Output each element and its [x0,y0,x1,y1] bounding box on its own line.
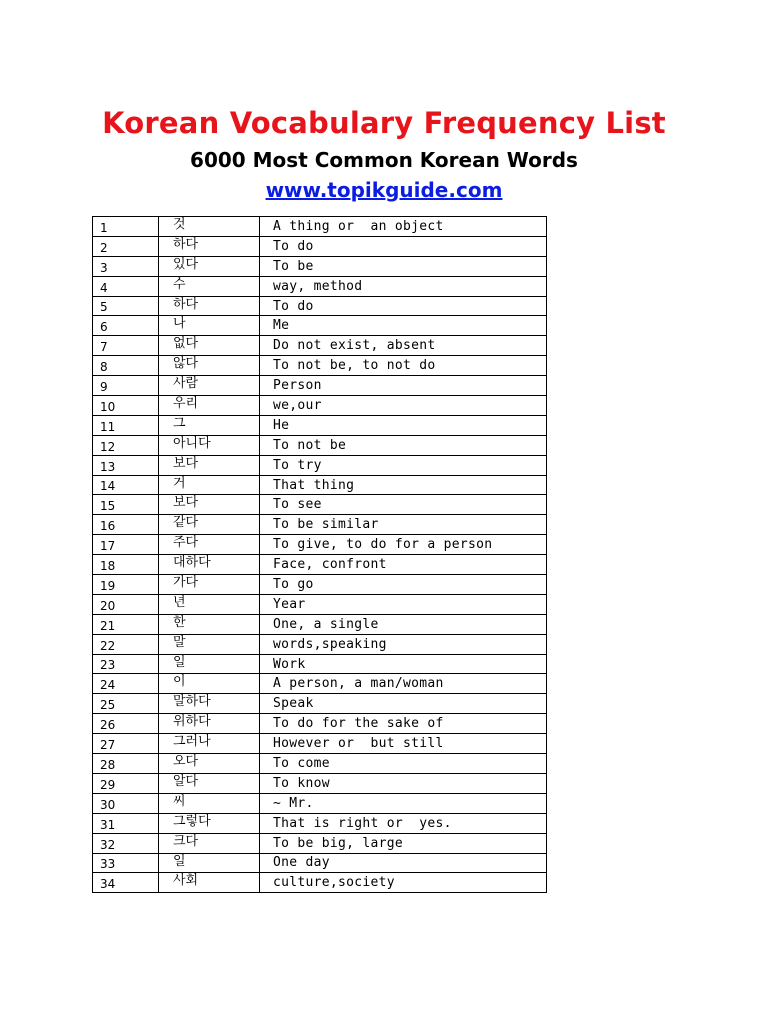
korean-word-cell: 아니다 [159,435,260,455]
table-row [93,853,547,873]
rank-cell: 31 [93,813,159,833]
table-row [93,376,547,396]
rank-cell: 10 [93,396,159,416]
rank-cell: 24 [93,674,159,694]
rank-cell: 14 [93,475,159,495]
korean-word-cell: 그러나 [159,734,260,754]
rank-cell: 32 [93,833,159,853]
rank-cell: 9 [93,376,159,396]
rank-cell: 1 [93,217,159,237]
table-row [93,475,547,495]
english-meaning-cell: Do not exist, absent [260,336,547,356]
rank-cell: 21 [93,614,159,634]
table-row [93,813,547,833]
korean-word-cell: 말 [159,634,260,654]
korean-word-cell: 보다 [159,455,260,475]
table-row [93,654,547,674]
table-row [93,614,547,634]
rank-cell: 16 [93,515,159,535]
rank-cell: 22 [93,634,159,654]
vocabulary-table [92,216,547,893]
english-meaning-cell: To not be [260,435,547,455]
korean-word-cell: 사람 [159,376,260,396]
english-meaning-cell: To know [260,773,547,793]
english-meaning-cell: To come [260,754,547,774]
english-meaning-cell: To do [260,296,547,316]
english-meaning-cell: To do [260,236,547,256]
english-meaning-cell: Face, confront [260,555,547,575]
table-row [93,455,547,475]
english-meaning-cell: we,our [260,396,547,416]
vocabulary-table-body [93,217,547,893]
english-meaning-cell: He [260,415,547,435]
table-row [93,773,547,793]
english-meaning-cell: way, method [260,276,547,296]
table-row [93,296,547,316]
table-row [93,217,547,237]
table-row [93,575,547,595]
page-subtitle: 6000 Most Common Korean Words [190,148,578,172]
rank-cell: 25 [93,694,159,714]
table-row [93,316,547,336]
english-meaning-cell: To go [260,575,547,595]
korean-word-cell: 위하다 [159,714,260,734]
korean-word-cell: 사회 [159,873,260,893]
table-row [93,694,547,714]
korean-word-cell: 우리 [159,396,260,416]
english-meaning-cell: A thing or an object [260,217,547,237]
rank-cell: 11 [93,415,159,435]
english-meaning-cell: Year [260,594,547,614]
rank-cell: 3 [93,256,159,276]
korean-word-cell: 일 [159,853,260,873]
rank-cell: 23 [93,654,159,674]
website-link[interactable]: www.topikguide.com [265,178,503,202]
korean-word-cell: 하다 [159,236,260,256]
korean-word-cell: 그렇다 [159,813,260,833]
rank-cell: 7 [93,336,159,356]
korean-word-cell: 이 [159,674,260,694]
table-row [93,634,547,654]
english-meaning-cell: Work [260,654,547,674]
korean-word-cell: 주다 [159,535,260,555]
rank-cell: 29 [93,773,159,793]
rank-cell: 28 [93,754,159,774]
korean-word-cell: 하다 [159,296,260,316]
english-meaning-cell: words,speaking [260,634,547,654]
rank-cell: 27 [93,734,159,754]
rank-cell: 19 [93,575,159,595]
korean-word-cell: 말하다 [159,694,260,714]
table-row [93,674,547,694]
rank-cell: 8 [93,356,159,376]
rank-cell: 15 [93,495,159,515]
english-meaning-cell: To see [260,495,547,515]
english-meaning-cell: That is right or yes. [260,813,547,833]
korean-word-cell: 않다 [159,356,260,376]
korean-word-cell: 씨 [159,793,260,813]
table-row [93,396,547,416]
korean-word-cell: 있다 [159,256,260,276]
rank-cell: 13 [93,455,159,475]
english-meaning-cell: ~ Mr. [260,793,547,813]
table-row [93,793,547,813]
rank-cell: 26 [93,714,159,734]
table-row [93,435,547,455]
korean-word-cell: 오다 [159,754,260,774]
table-row [93,276,547,296]
english-meaning-cell: Speak [260,694,547,714]
rank-cell: 18 [93,555,159,575]
rank-cell: 34 [93,873,159,893]
korean-word-cell: 크다 [159,833,260,853]
korean-word-cell: 없다 [159,336,260,356]
korean-word-cell: 일 [159,654,260,674]
english-meaning-cell: culture,society [260,873,547,893]
korean-word-cell: 한 [159,614,260,634]
table-row [93,594,547,614]
english-meaning-cell: However or but still [260,734,547,754]
english-meaning-cell: Me [260,316,547,336]
korean-word-cell: 그 [159,415,260,435]
rank-cell: 2 [93,236,159,256]
table-row [93,714,547,734]
english-meaning-cell: To do for the sake of [260,714,547,734]
english-meaning-cell: To be big, large [260,833,547,853]
english-meaning-cell: Person [260,376,547,396]
table-row [93,256,547,276]
english-meaning-cell: One day [260,853,547,873]
korean-word-cell: 알다 [159,773,260,793]
rank-cell: 33 [93,853,159,873]
korean-word-cell: 같다 [159,515,260,535]
korean-word-cell: 거 [159,475,260,495]
korean-word-cell: 수 [159,276,260,296]
table-row [93,236,547,256]
english-meaning-cell: To be similar [260,515,547,535]
korean-word-cell: 나 [159,316,260,336]
table-row [93,535,547,555]
rank-cell: 20 [93,594,159,614]
english-meaning-cell: To try [260,455,547,475]
rank-cell: 30 [93,793,159,813]
english-meaning-cell: A person, a man/woman [260,674,547,694]
english-meaning-cell: To give, to do for a person [260,535,547,555]
english-meaning-cell: To not be, to not do [260,356,547,376]
korean-word-cell: 대하다 [159,555,260,575]
rank-cell: 5 [93,296,159,316]
page-title: Korean Vocabulary Frequency List [102,106,666,140]
korean-word-cell: 보다 [159,495,260,515]
table-row [93,754,547,774]
rank-cell: 4 [93,276,159,296]
english-meaning-cell: That thing [260,475,547,495]
english-meaning-cell: One, a single [260,614,547,634]
table-row [93,555,547,575]
table-row [93,734,547,754]
rank-cell: 6 [93,316,159,336]
table-row [93,833,547,853]
table-row [93,415,547,435]
rank-cell: 12 [93,435,159,455]
korean-word-cell: 가다 [159,575,260,595]
table-row [93,336,547,356]
table-row [93,515,547,535]
korean-word-cell: 년 [159,594,260,614]
korean-word-cell: 것 [159,217,260,237]
english-meaning-cell: To be [260,256,547,276]
table-row [93,356,547,376]
rank-cell: 17 [93,535,159,555]
table-row [93,495,547,515]
table-row [93,873,547,893]
